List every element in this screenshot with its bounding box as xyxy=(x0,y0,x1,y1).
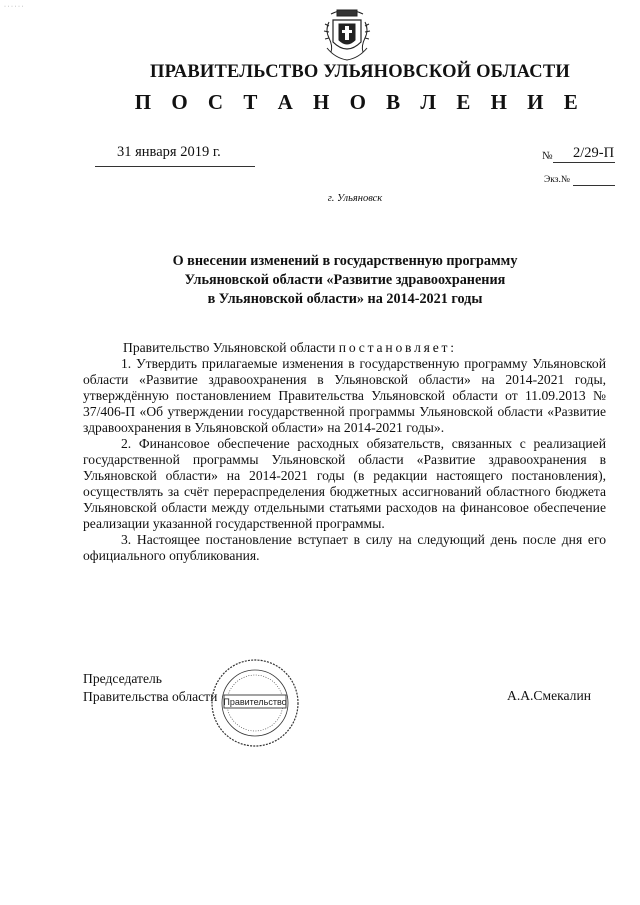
document-date: 31 января 2019 г. xyxy=(117,144,221,160)
scan-artifact: · · · · · · xyxy=(4,4,24,10)
paragraph-3: 3. Настоящее постановление вступает в силу на следующий день после дня его официального опубликования. xyxy=(83,532,606,563)
government-name: ПРАВИТЕЛЬСТВО УЛЬЯНОВСКОЙ ОБЛАСТИ xyxy=(150,62,570,82)
coat-of-arms-icon xyxy=(323,8,371,62)
signer-name: А.А.Смекалин xyxy=(507,688,592,703)
intro-text: Правительство Ульяновской области xyxy=(123,340,339,355)
stamp-text: Правительство xyxy=(223,697,287,707)
document-number: 2/29-П xyxy=(573,145,615,161)
city: г. Ульяновск xyxy=(327,193,383,204)
title-line: в Ульяновской области» на 2014-2021 годы xyxy=(207,291,483,307)
document-body xyxy=(83,340,606,564)
intro-paragraph xyxy=(83,340,606,356)
title-line: Ульяновской области «Развитие здравоохранения xyxy=(184,272,506,288)
copy-number-underline xyxy=(573,185,615,186)
title-line: О внесении изменений в государственную программу xyxy=(172,253,518,269)
paragraph-2: 2. Финансовое обеспечение расходных обязательств, связанных с реализацией государственной программы Ульяновской области «Развитие здравоохранения в Ульяновской области» на 2014-2021 годы (в редакции настоящего постановления), осуществлять за счёт перераспределения бюджетных ассигнований областного бюджета Ульяновской области между отдельными статьями расходов на финансовое обеспечение реализации указанной государственной программы. xyxy=(83,436,606,531)
position-line: Правительства области xyxy=(83,689,218,704)
number-label: № xyxy=(542,150,553,162)
signature-position xyxy=(83,670,217,706)
date-underline xyxy=(95,166,255,167)
official-stamp-icon xyxy=(210,655,300,750)
intro-verb: постановляет: xyxy=(338,340,457,355)
copy-number-label: Экз.№ xyxy=(544,175,570,185)
document-title xyxy=(130,252,560,309)
position-line: Председатель xyxy=(83,671,162,686)
paragraph-1: 1. Утвердить прилагаемые изменения в государственную программу Ульяновской области «Развитие здравоохранения в Ульяновской области» на 2014-2021 годы, утверждённую постановлением Правительства Ульяновской области от 11.09.2013 № 37/406-П «Об утверждении государственной программы Ульяновской области «Развитие здравоохранения в Ульяновской области» на 2014-2021 годы». xyxy=(83,356,606,435)
document-type: П О С Т А Н О В Л Е Н И Е xyxy=(134,90,586,114)
number-underline xyxy=(553,162,615,163)
